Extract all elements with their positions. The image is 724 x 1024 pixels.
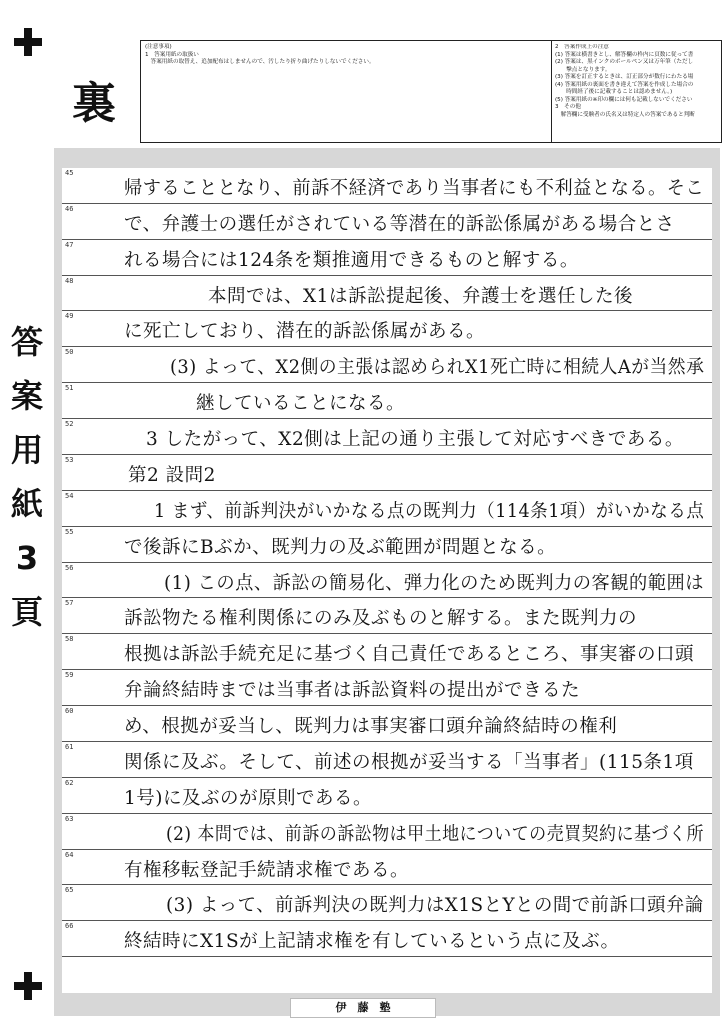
notice-line: (3) 答案を訂正するときは、訂正部分が数行にわたる場 (555, 74, 694, 81)
notice-line: (4) 答案用紙の裏面を書き違えて答案を作成した場合の (555, 81, 694, 88)
notice-line: 解答欄に受験者の氏名又は特定人の答案であると判断 (555, 111, 695, 118)
notice-line: 撃点となります。 (555, 66, 611, 73)
answer-lines (62, 168, 712, 993)
side-title-char: 頁 (10, 593, 43, 631)
line-number: 47 (65, 240, 74, 249)
answer-line (62, 240, 712, 276)
registration-mark-bottom (14, 972, 42, 1000)
instructions-left (145, 44, 545, 67)
notice-line: 3 その他 (555, 104, 581, 111)
answer-line (62, 598, 712, 634)
handwritten-text: 1号)に及ぶのが原則である。 (124, 787, 372, 809)
answer-line (62, 670, 712, 706)
answer-sheet-page-title (4, 323, 50, 650)
line-number: 50 (65, 348, 74, 357)
notice-line: (2) 答案は、黒インクのボールペン又は万年筆（ただし (555, 59, 694, 66)
answer-line (62, 383, 712, 419)
notice-line: (1) 答案は横書きとし、解答欄の枠内に頁数に従って書 (555, 51, 694, 58)
answer-line (62, 814, 712, 850)
line-number: 63 (65, 814, 74, 823)
notice-line: 1 答案用紙の取扱い (145, 51, 199, 58)
line-number: 51 (65, 384, 74, 393)
answer-line (62, 706, 712, 742)
notice-line: 答案用紙の取替え、追加配布はしませんので、汚したり折り曲げたりしないでください。 (145, 59, 375, 66)
line-number: 56 (65, 563, 74, 572)
line-number: 45 (65, 169, 74, 177)
answer-line (62, 742, 712, 778)
line-number: 48 (65, 276, 74, 285)
instructions-right (555, 44, 721, 119)
handwritten-text: 3 したがって、X2側は上記の通り主張して対応すべきである。 (146, 429, 684, 451)
answer-line (62, 419, 712, 455)
side-title-char: 案 (10, 377, 43, 415)
handwritten-text: 根拠は訴訟手続充足に基づく自己責任であるところ、事実審の口頭 (124, 644, 695, 666)
answer-line (62, 347, 712, 383)
handwritten-text: で、弁護士の選任がされている等潜在的訴訟係属がある場合とさ (124, 213, 675, 235)
handwritten-text: に死亡しており、潜在的訴訟係属がある。 (124, 321, 486, 343)
instructions-box (140, 40, 722, 143)
line-number: 55 (65, 527, 74, 536)
side-title-char: 用 (10, 431, 43, 469)
instructions-divider (551, 41, 552, 142)
answer-line (62, 455, 712, 491)
registration-mark-top (14, 28, 42, 56)
line-number: 60 (65, 707, 74, 716)
handwritten-text: (3) よって、前訴判決の既判力はX1SとYとの間で前訴口頭弁論 (166, 895, 704, 917)
footer-label: 伊 藤 塾 (290, 998, 436, 1018)
line-number: 61 (65, 742, 74, 751)
answer-line (62, 921, 712, 957)
handwritten-text: 終結時にX1Sが上記請求権を有しているという点に及ぶ。 (124, 931, 620, 953)
handwritten-text: 継していることになる。 (196, 393, 406, 415)
line-number: 59 (65, 671, 74, 680)
handwritten-text: で後訴にBぶか、既判力の及ぶ範囲が問題となる。 (124, 536, 557, 558)
line-number: 65 (65, 886, 74, 895)
line-number: 54 (65, 491, 74, 500)
side-title-char: 紙 (10, 485, 43, 523)
back-side-label: 裏 (72, 78, 116, 129)
line-number: 64 (65, 850, 74, 859)
handwritten-text: 弁論終結時までは当事者は訴訟資料の提出ができるた (124, 680, 581, 702)
line-number: 66 (65, 922, 74, 931)
line-number: 49 (65, 312, 74, 321)
line-number: 58 (65, 635, 74, 644)
notice-line: (注意事項) (145, 44, 172, 50)
side-title-char: 3 (15, 539, 39, 577)
line-number: 46 (65, 204, 74, 213)
answer-line (62, 276, 712, 312)
handwritten-text: 訴訟物たる権利関係にのみ及ぶものと解する。また既判力の (124, 608, 638, 630)
handwritten-text: (3) よって、X2側の主張は認められX1死亡時に相続人Aが当然承 (170, 357, 705, 379)
notice-line: 2 答案作成上の注意 (555, 44, 609, 50)
notice-line: 時間経了後に記載することは認めません。) (555, 89, 673, 96)
handwritten-text: 第2 設問2 (128, 464, 216, 486)
answer-line (62, 885, 712, 921)
line-number: 52 (65, 420, 74, 429)
handwritten-text: (1) この点、訴訟の簡易化、弾力化のため既判力の客観的範囲は (164, 572, 704, 594)
handwritten-text: め、根拠が妥当し、既判力は事実審口頭弁論終結時の権利 (124, 716, 618, 738)
answer-line (62, 850, 712, 886)
answer-line (62, 311, 712, 347)
answer-line (62, 563, 712, 599)
answer-line (62, 634, 712, 670)
handwritten-text: 1 まず、前訴判決がいかなる点の既判力（114条1項）がいかなる点 (154, 500, 705, 522)
answer-line (62, 778, 712, 814)
notice-line: (5) 答案用紙の※印の欄には何も記載しないでください (555, 96, 693, 103)
answer-line (62, 527, 712, 563)
handwritten-text: (2) 本問では、前訴の訴訟物は甲土地についての売買契約に基づく所 (166, 823, 704, 845)
handwritten-text: 関係に及ぶ。そして、前述の根拠が妥当する「当事者」(115条1項 (124, 751, 694, 773)
handwritten-text: 本問では、X1は訴訟提起後、弁護士を選任した後 (208, 285, 633, 307)
answer-sheet (54, 148, 720, 1016)
side-title-char: 答 (10, 323, 43, 361)
handwritten-text: 帰することとなり、前訴不経済であり当事者にも不利益となる。そこ (124, 178, 705, 199)
answer-line (62, 204, 712, 240)
line-number: 62 (65, 778, 74, 787)
answer-line (62, 491, 712, 527)
line-number: 57 (65, 599, 74, 608)
handwritten-text: れる場合には124条を類推適用できるものと解する。 (124, 249, 579, 271)
answer-line (62, 168, 712, 204)
handwritten-text: 有権移転登記手続請求権である。 (124, 859, 410, 881)
line-number: 53 (65, 455, 74, 464)
